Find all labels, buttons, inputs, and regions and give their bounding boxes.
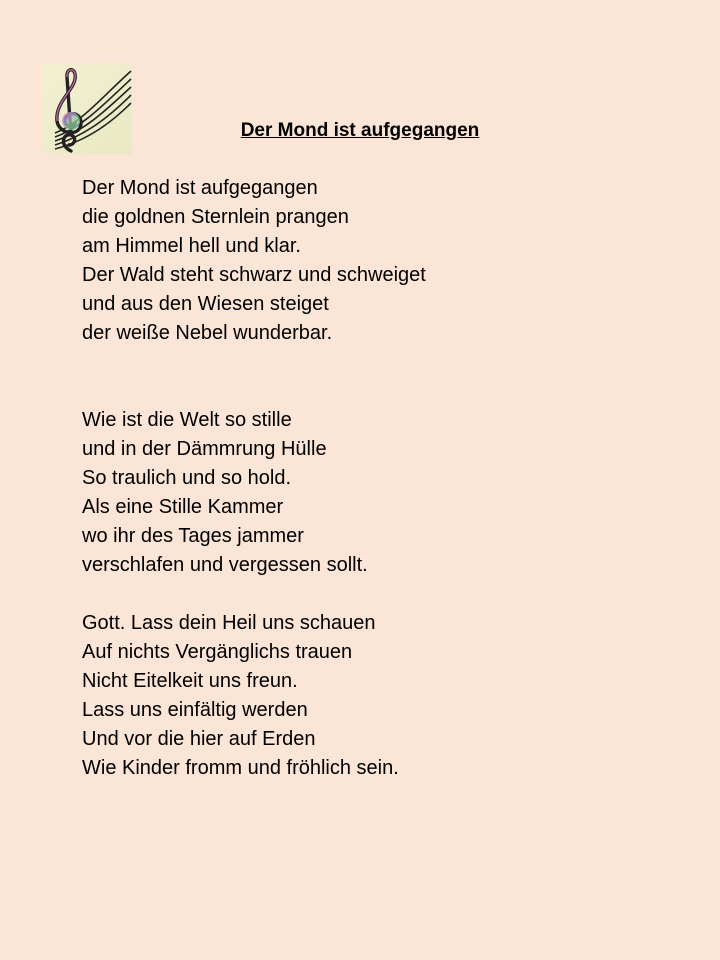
stanza-2 (82, 406, 682, 580)
stanza-line: Gott. Lass dein Heil uns schauen (82, 612, 376, 634)
stanza-line: Und vor die hier auf Erden (82, 728, 316, 750)
stanza-line: Wie Kinder fromm und fröhlich sein. (82, 757, 399, 779)
stanza-line: der weiße Nebel wunderbar. (82, 322, 333, 344)
song-title: Der Mond ist aufgegangen (240, 120, 480, 141)
stanza-line: Der Mond ist aufgegangen (82, 177, 318, 199)
stanza-line: und aus den Wiesen steiget (82, 293, 329, 315)
stanza-line: Nicht Eitelkeit uns freun. (82, 670, 298, 692)
stanza-line: am Himmel hell und klar. (82, 235, 301, 257)
poem-body (82, 174, 682, 783)
stanza-line: Lass uns einfältig werden (82, 699, 308, 721)
stanza-line: und in der Dämmrung Hülle (82, 438, 327, 460)
stanza-line: Als eine Stille Kammer (82, 496, 284, 518)
stanza-line: Auf nichts Vergänglichs trauen (82, 641, 353, 663)
stanza-line: So traulich und so hold. (82, 467, 292, 489)
stanza-line: Wie ist die Welt so stille (82, 409, 292, 431)
stanza-line: verschlafen und vergessen sollt. (82, 554, 368, 576)
stanza-line: die goldnen Sternlein prangen (82, 206, 349, 228)
stanza-3 (82, 609, 682, 783)
stanza-line: Der Wald steht schwarz und schweiget (82, 264, 426, 286)
stanza-1 (82, 174, 682, 348)
stanza-line: wo ihr des Tages jammer (82, 525, 304, 547)
